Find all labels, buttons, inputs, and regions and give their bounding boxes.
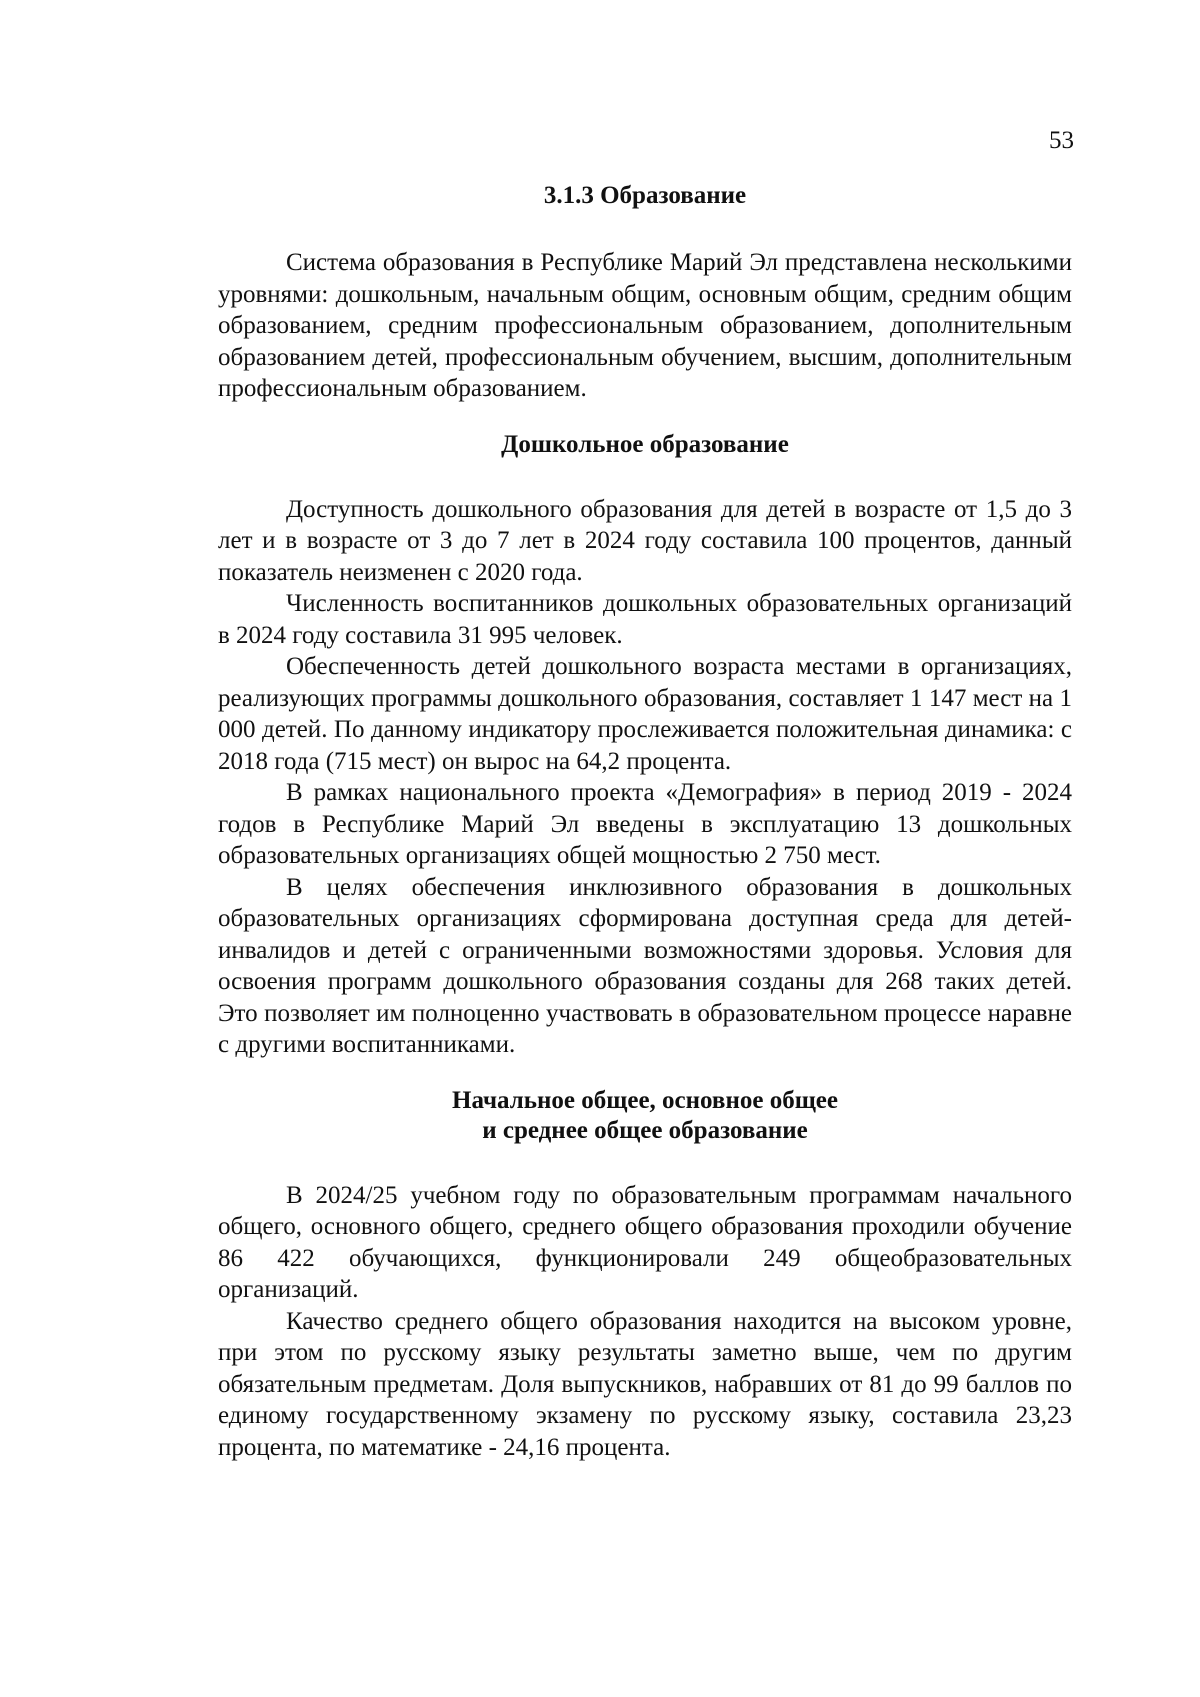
general-paragraph-quality: Качество среднего общего образования находится на высоком уровне, при этом по русскому языку результаты заметно выше, чем по другим обязательным предметам. Доля выпускников, набравших от 81 до 99 баллов по единому государственному экзамену по русскому языку, составила 23,23 процента, по математике - 24,16 процента. <box>218 1307 1072 1461</box>
preschool-heading <box>218 430 1072 460</box>
general-education-heading <box>218 1086 1072 1146</box>
section-title: 3.1.3 Образование <box>543 182 747 209</box>
preschool-heading-text: Дошкольное образование <box>501 430 789 458</box>
preschool-paragraph-availability: Доступность дошкольного образования для детей в возрасте от 1,5 до 3 лет и в возрасте от 3 до 7 лет в 2024 году составила 100 процентов, данный показатель неизменен с 2020 года. <box>218 495 1072 586</box>
preschool-paragraph-inclusive: В целях обеспечения инклюзивного образования в дошкольных образовательных организациях сформирована доступная среда для детей-инвалидов и детей с ограниченными возможностями здоровья. Условия для освоения программ дошкольного образования созданы для 268 таких детей. Это позволяет им полноценно участвовать в образовательном процессе наравне с другими воспитанниками. <box>218 873 1072 1058</box>
preschool-paragraph-demography: В рамках национального проекта «Демография» в период 2019 - 2024 годов в Республике Марий Эл введены в эксплуатацию 13 дошкольных образовательных организациях общей мощностью 2 750 мест. <box>218 779 1072 869</box>
intro-paragraph: Система образования в Республике Марий Эл представлена несколькими уровнями: дошкольным, начальным общим, основным общим, средним общим образованием, средним профессиональным образованием, дополнительным образованием детей, профессиональным обучением, высшим, дополнительным профессиональным образованием. <box>218 249 1072 402</box>
general-heading-line-2: и среднее общее образование <box>482 1116 808 1144</box>
preschool-paragraph-places: Обеспеченность детей дошкольного возраста местами в организациях, реализующих программы дошкольного образования, составляет 1 147 мест на 1 000 детей. По данному индикатору прослеживается положительная динамика: с 2018 года (715 мест) он вырос на 64,2 процента. <box>218 653 1072 775</box>
page-number: 53 <box>1049 127 1074 154</box>
preschool-paragraph-enrollment: Численность воспитанников дошкольных образовательных организаций в 2024 году составила 31 995 человек. <box>218 590 1072 649</box>
general-paragraph-enrollment: В 2024/25 учебном году по образовательным программам начального общего, основного общего, среднего общего образования проходили обучение 86 422 обучающихся, функционировали 249 общеобразовательных организаций. <box>218 1181 1072 1303</box>
general-heading-line-1: Начальное общее, основное общее <box>452 1086 838 1114</box>
document-body <box>218 180 1072 1463</box>
